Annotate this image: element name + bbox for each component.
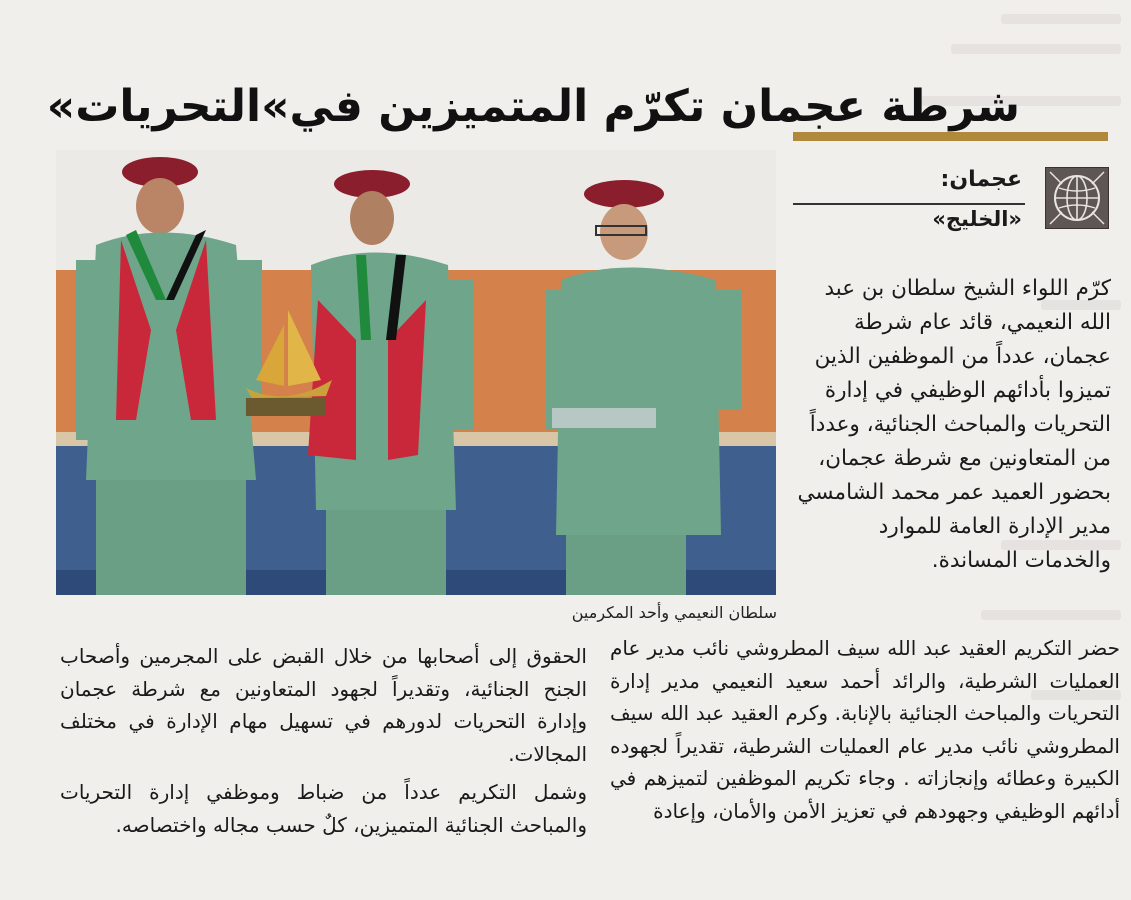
show-through-text xyxy=(10,0,26,46)
photo-caption: سلطان النعيمي وأحد المكرمين xyxy=(571,603,777,622)
body-paragraph: حضر التكريم العقيد عبد الله سيف المطروشي نائب مدير عام العمليات الشرطية، والرائد أحمد سعيد النعيمي مدير إدارة التحريات والمباحث الجنائية بالإنابة. وكرم العقيد عبد الله سيف المطروشي نائب مدير عام العمليات الشرطية، تقديراً لجهوده الكبيرة وعطائه وإنجازاته . وجاء تكريم الموظفين لتميزهم في أدائهم الوظيفي وجهودهم في تعزيز الأمن والأمان، وإعادة xyxy=(610,636,1120,823)
body-column-left xyxy=(60,640,587,841)
dateline: عجمان: xyxy=(940,167,1022,192)
headline: شرطة عجمان تكرّم المتميزين في»التحريات» xyxy=(46,81,1020,133)
lead-paragraph: كرّم اللواء الشيخ سلطان بن عبد الله النعيمي، قائد عام شرطة عجمان، عدداً من الموظفين الذين تميزوا بأدائهم الوظيفي في إدارة التحريات والمباحث الجنائية، وعدداً من المتعاونين مع شرطة عجمان، بحضور العميد عمر محمد الشامسي مدير الإدارة العامة للموارد والخدمات المساندة. xyxy=(797,276,1111,573)
body-column-right xyxy=(610,632,1120,827)
byline-rule xyxy=(793,203,1025,205)
section-rule xyxy=(793,132,1108,141)
globe-logo-icon xyxy=(1045,167,1109,229)
ceremony-photo xyxy=(56,150,776,595)
source-credit: «الخليج» xyxy=(932,207,1022,231)
body-paragraph: وشمل التكريم عدداً من ضباط وموظفي إدارة التحريات والمباحث الجنائية المتميزين، كلٌ حسب مجاله واختصاصه. xyxy=(60,780,587,837)
body-paragraph: الحقوق إلى أصحابها من خلال القبض على المجرمين وأصحاب الجنح الجنائية، وتقديراً لجهود المتعاونين مع شرطة عجمان وإدارة التحريات لدورهم في تسهيل مهام الإدارة في مختلف المجالات. xyxy=(60,644,587,766)
